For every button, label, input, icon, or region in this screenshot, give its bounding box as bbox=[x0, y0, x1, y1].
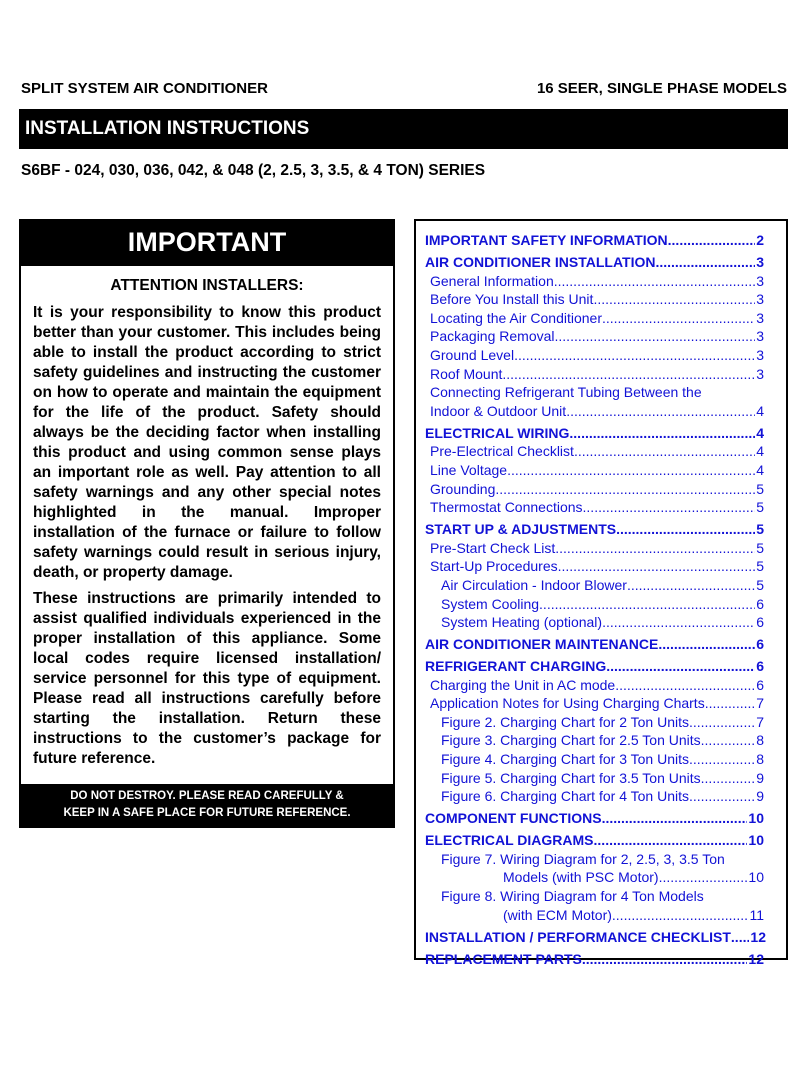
toc-entry[interactable]: Application Notes for Using Charging Charts ..... 7 bbox=[416, 693, 786, 712]
toc-entry[interactable]: Figure 6. Charging Chart for 4 Ton Units ..... 9 bbox=[416, 786, 786, 805]
model-description: 16 SEER, SINGLE PHASE MODELS bbox=[536, 80, 787, 97]
toc-entry[interactable]: IMPORTANT SAFETY INFORMATION ..... 2 bbox=[416, 229, 786, 248]
important-heading: IMPORTANT bbox=[21, 221, 393, 266]
toc-entry[interactable]: Ground Level ..... 3 bbox=[416, 344, 786, 363]
toc-entry[interactable]: System Heating (optional) ..... 6 bbox=[416, 612, 786, 631]
toc-entry[interactable]: General Information ..... 3 bbox=[416, 270, 786, 289]
toc-entry[interactable]: Start-Up Procedures ..... 5 bbox=[416, 556, 786, 575]
toc-entry-continued[interactable]: (with ECM Motor) ..... 11 bbox=[416, 904, 786, 923]
toc-entry[interactable]: System Cooling ..... 6 bbox=[416, 593, 786, 612]
important-notice-box bbox=[19, 219, 395, 828]
toc-entry[interactable]: ELECTRICAL WIRING ..... 4 bbox=[416, 422, 786, 441]
toc-entry[interactable]: Figure 3. Charging Chart for 2.5 Ton Units ..... 8 bbox=[416, 730, 786, 749]
toc-entry[interactable]: Figure 4. Charging Chart for 3 Ton Units ..... 8 bbox=[416, 748, 786, 767]
toc-entry[interactable]: Air Circulation - Indoor Blower ..... 5 bbox=[416, 574, 786, 593]
toc-entry[interactable]: REPLACEMENT PARTS ..... 12 bbox=[416, 948, 786, 967]
toc-entry[interactable]: INSTALLATION / PERFORMANCE CHECKLIST ..... 12 bbox=[416, 926, 786, 945]
toc-entry[interactable]: REFRIGERANT CHARGING ..... 6 bbox=[416, 655, 786, 674]
toc-entry[interactable]: Thermostat Connections ..... 5 bbox=[416, 497, 786, 516]
toc-entry[interactable]: START UP & ADJUSTMENTS ..... 5 bbox=[416, 518, 786, 537]
banner-line-2: KEEP IN A SAFE PLACE FOR FUTURE REFERENCE. bbox=[63, 807, 351, 819]
toc-entry-continued[interactable]: Indoor & Outdoor Unit ..... 4 bbox=[416, 400, 786, 419]
toc-entry[interactable]: Figure 8. Wiring Diagram for 4 Ton Models bbox=[441, 888, 704, 905]
toc-entry[interactable]: Pre-Electrical Checklist ..... 4 bbox=[416, 441, 786, 460]
doc-type-label: SPLIT SYSTEM AIR CONDITIONER bbox=[21, 80, 268, 97]
toc-entry[interactable]: Line Voltage ..... 4 bbox=[416, 459, 786, 478]
toc-entry[interactable]: AIR CONDITIONER INSTALLATION ..... 3 bbox=[416, 251, 786, 270]
attention-installers-heading: ATTENTION INSTALLERS: bbox=[110, 277, 304, 294]
intended-use-paragraph: These instructions are primarily intended to assist qualified individuals experienced in the proper installation of this appliance. Some local codes require licensed installation/ service personnel for this type of equipment. Please read all instructions carefully before starting the installation. Return these instructions to the customer’s package for future reference. bbox=[33, 590, 381, 767]
toc-entry[interactable]: ELECTRICAL DIAGRAMS ..... 10 bbox=[416, 829, 786, 848]
responsibility-paragraph: It is your responsibility to know this product better than your customer. This includes being able to install the product according to strict safety guidelines and instructing the customer on how to operate and maintain the equipment for the life of the product. Safety should always be the deciding factor when installing this product and using common sense plays an important role as well. Pay attention to all safety warnings and any other special notes highlighted in the manual. Improper installation of the furnace or failure to follow safety warnings could result in serious injury, death, or property damage. bbox=[33, 304, 381, 581]
page-title: INSTALLATION INSTRUCTIONS bbox=[19, 109, 788, 149]
toc-entry[interactable]: Figure 5. Charging Chart for 3.5 Ton Units ..... 9 bbox=[416, 767, 786, 786]
toc-entry[interactable]: Charging the Unit in AC mode ..... 6 bbox=[416, 674, 786, 693]
toc-entry[interactable]: Pre-Start Check List ..... 5 bbox=[416, 537, 786, 556]
toc-entry[interactable]: Packaging Removal ..... 3 bbox=[416, 326, 786, 345]
toc-entry[interactable]: COMPONENT FUNCTIONS ..... 10 bbox=[416, 807, 786, 826]
toc-entry[interactable]: Grounding ..... 5 bbox=[416, 478, 786, 497]
toc-entry[interactable]: Figure 2. Charging Chart for 2 Ton Units ..... 7 bbox=[416, 711, 786, 730]
toc-entry[interactable]: Roof Mount ..... 3 bbox=[416, 363, 786, 382]
toc-entry[interactable]: Connecting Refrigerant Tubing Between the bbox=[430, 384, 702, 401]
toc-entry[interactable]: Figure 7. Wiring Diagram for 2, 2.5, 3, 3.5 Ton bbox=[441, 850, 725, 867]
series-line: S6BF - 024, 030, 036, 042, & 048 (2, 2.5, 3, 3.5, & 4 TON) SERIES bbox=[21, 162, 486, 179]
do-not-destroy-banner bbox=[21, 784, 393, 826]
toc-entry[interactable]: Locating the Air Conditioner ..... 3 bbox=[416, 307, 786, 326]
toc-entry[interactable]: AIR CONDITIONER MAINTENANCE ..... 6 bbox=[416, 633, 786, 652]
toc-entry-continued[interactable]: Models (with PSC Motor) ..... 10 bbox=[416, 867, 786, 886]
banner-line-1: DO NOT DESTROY. PLEASE READ CAREFULLY & bbox=[70, 790, 344, 802]
toc-entry[interactable]: Before You Install this Unit ..... 3 bbox=[416, 289, 786, 308]
table-of-contents bbox=[414, 219, 788, 967]
